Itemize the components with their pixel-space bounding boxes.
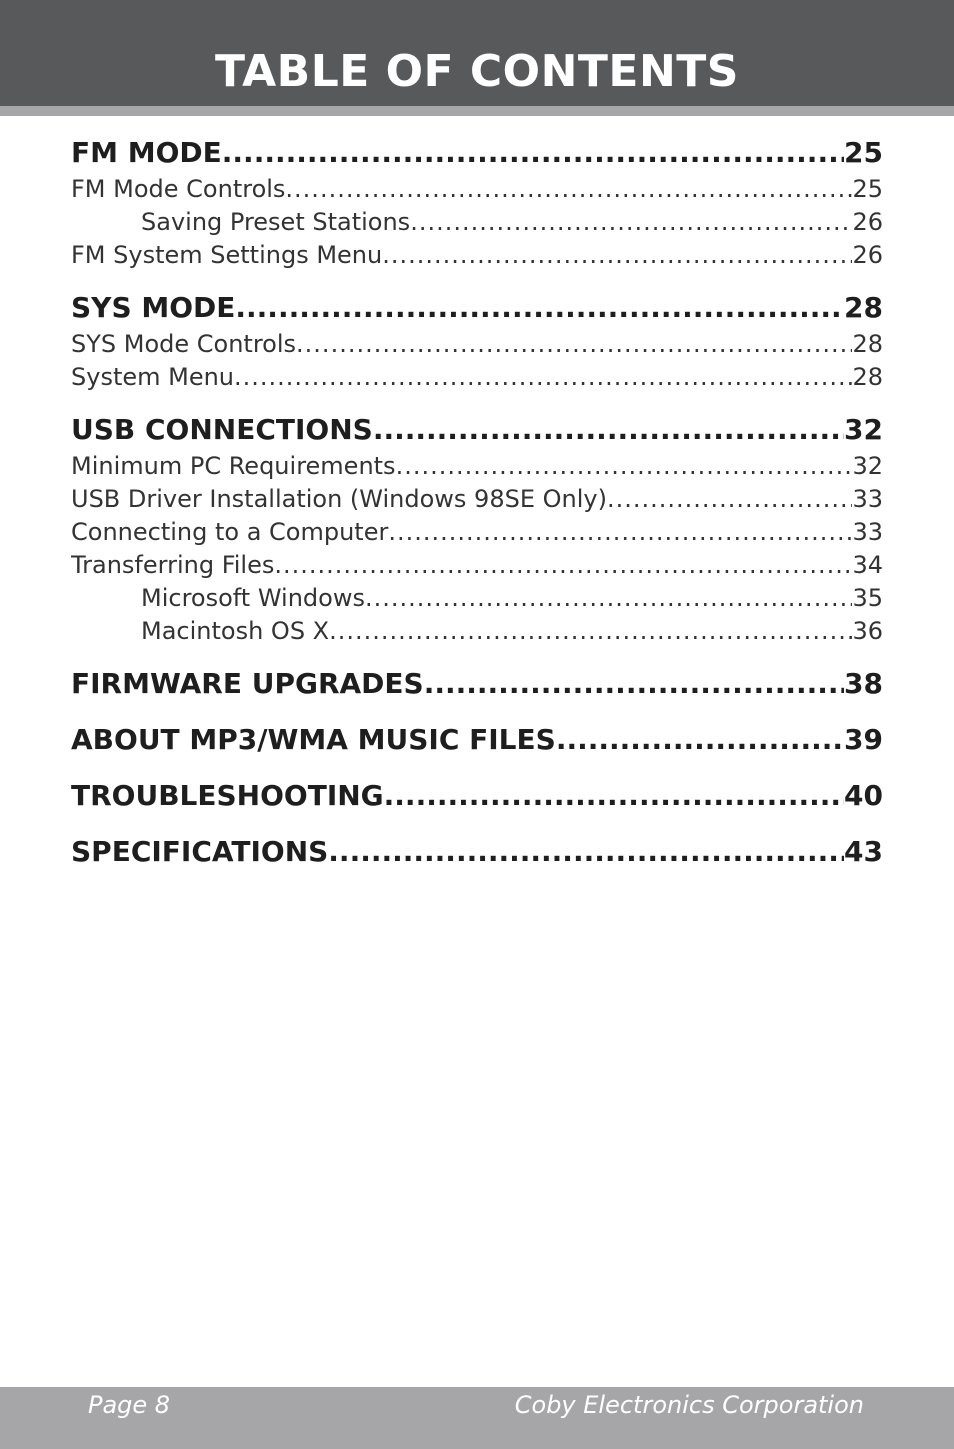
toc-entry-fm-system-settings-menu[interactable] [71,239,883,272]
toc-page-number: 36 [852,617,883,645]
dot-leader [274,549,852,582]
toc-entry-label: Minimum PC Requirements [71,452,396,480]
toc-entry-sys-mode-controls[interactable] [71,328,883,361]
toc-page-number: 28 [844,291,883,324]
dot-leader [556,720,844,760]
toc-entry-connecting-to-a-computer[interactable] [71,516,883,549]
toc-entry-usb-driver-installation[interactable] [71,483,883,516]
dot-leader [396,450,853,483]
toc-section-about-music-files [71,720,883,760]
dot-leader [285,173,852,206]
toc-page-number: 39 [844,723,883,756]
toc-heading-about-music-files[interactable] [71,720,883,760]
toc-heading-label: FM MODE [71,136,222,169]
toc-page-number: 43 [844,835,883,868]
toc-entry-saving-preset-stations[interactable] [71,206,883,239]
toc-page-number: 26 [852,241,883,269]
toc-heading-label: USB CONNECTIONS [71,413,373,446]
toc-heading-label: FIRMWARE UPGRADES [71,667,424,700]
toc-heading-troubleshooting[interactable] [71,776,883,816]
footer-page-number: Page 8 [88,1391,171,1419]
dot-leader [384,776,844,816]
toc-heading-label: SPECIFICATIONS [71,835,329,868]
toc-section-sys-mode [71,288,883,394]
toc-section-usb-connections [71,410,883,648]
toc-page-number: 34 [852,551,883,579]
toc-entry-label: USB Driver Installation (Windows 98SE Only) [71,485,607,513]
toc-section-firmware-upgrades [71,664,883,704]
toc-entry-label: Saving Preset Stations [141,208,411,236]
toc-entry-label: Macintosh OS X [141,617,330,645]
dot-leader [382,239,852,272]
page-title: TABLE OF CONTENTS [215,46,739,97]
toc-page-number: 28 [852,330,883,358]
toc-page-number: 40 [844,779,883,812]
toc-page-number: 28 [852,363,883,391]
header-stripe [0,106,954,116]
toc-heading-usb-connections[interactable] [71,410,883,450]
table-of-contents [71,133,883,888]
dot-leader [222,133,844,173]
toc-section-fm-mode [71,133,883,272]
dot-leader [410,206,852,239]
dot-leader [365,582,852,615]
toc-entry-label: Connecting to a Computer [71,518,389,546]
toc-entry-transferring-files[interactable] [71,549,883,582]
toc-entry-fm-mode-controls[interactable] [71,173,883,206]
toc-entry-label: System Menu [71,363,235,391]
dot-leader [296,328,852,361]
footer-company-name: Coby Electronics Corporation [514,1391,864,1419]
toc-entry-label: Transferring Files [71,551,275,579]
dot-leader [329,615,852,648]
dot-leader [373,410,844,450]
toc-entry-minimum-pc-requirements[interactable] [71,450,883,483]
toc-page-number: 26 [852,208,883,236]
toc-entry-macintosh-os-x[interactable] [71,615,883,648]
toc-entry-label: Microsoft Windows [141,584,365,612]
dot-leader [607,483,852,516]
toc-page-number: 32 [852,452,883,480]
toc-entry-microsoft-windows[interactable] [71,582,883,615]
toc-entry-label: FM System Settings Menu [71,241,383,269]
toc-heading-sys-mode[interactable] [71,288,883,328]
toc-heading-fm-mode[interactable] [71,133,883,173]
toc-page-number: 38 [844,667,883,700]
toc-page-number: 35 [852,584,883,612]
toc-page-number: 32 [844,413,883,446]
toc-page-number: 33 [852,485,883,513]
dot-leader [234,361,852,394]
dot-leader [328,832,844,872]
toc-entry-system-menu[interactable] [71,361,883,394]
dot-leader [235,288,844,328]
toc-heading-specifications[interactable] [71,832,883,872]
toc-entry-label: FM Mode Controls [71,175,286,203]
dot-leader [424,664,844,704]
toc-page-number: 25 [844,136,883,169]
dot-leader [388,516,852,549]
toc-heading-firmware-upgrades[interactable] [71,664,883,704]
toc-heading-label: ABOUT MP3/WMA MUSIC FILES [71,723,556,756]
toc-section-troubleshooting [71,776,883,816]
toc-heading-label: SYS MODE [71,291,236,324]
toc-section-specifications [71,832,883,872]
toc-heading-label: TROUBLESHOOTING [71,779,384,812]
toc-entry-label: SYS Mode Controls [71,330,297,358]
toc-page-number: 25 [852,175,883,203]
toc-page-number: 33 [852,518,883,546]
